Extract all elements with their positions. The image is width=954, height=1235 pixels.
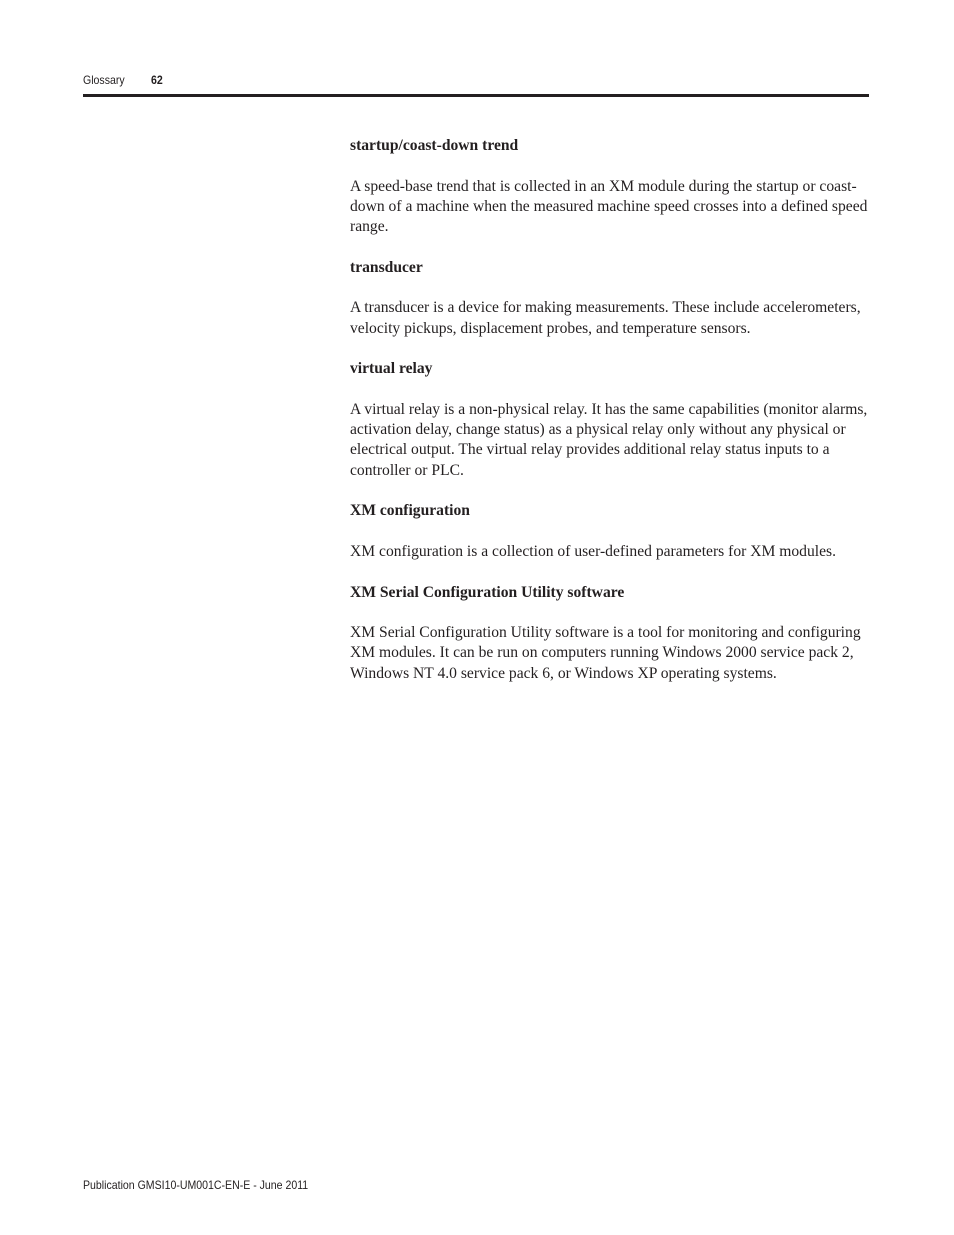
page-header: [83, 72, 869, 92]
glossary-definition: XM Serial Configuration Utility software is a tool for monitoring and configuring XM modules. It can be run on computers running Windows 2000 service pack 2, Windows NT 4.0 service pack 6, or Windows XP operating systems.: [350, 624, 861, 682]
glossary-definition: A speed-base trend that is collected in an XM module during the startup or coast-down of a machine when the measured machine speed crosses into a defined speed range.: [350, 177, 868, 236]
page-number: 62: [151, 73, 163, 87]
publication-footer: Publication GMSI10-UM001C-EN-E - June 2011: [83, 1178, 309, 1192]
glossary-entry-virtual-relay: [350, 359, 872, 481]
glossary-entry-startup-coast-down-trend: [350, 136, 872, 237]
glossary-definition: XM configuration is a collection of user-defined parameters for XM modules.: [350, 542, 836, 560]
glossary-term: transducer: [350, 258, 423, 276]
glossary-term: virtual relay: [350, 360, 433, 378]
glossary-term: startup/coast-down trend: [350, 137, 519, 154]
glossary-content: [350, 136, 872, 704]
glossary-term: XM Serial Configuration Utility software: [350, 583, 625, 601]
glossary-term: XM configuration: [350, 502, 470, 520]
glossary-definition: A virtual relay is a non-physical relay. It has the same capabilities (monitor alarms, activation delay, change status) as a physical relay only without any physical or electrical output. The virtual relay provides additional relay status inputs to a controller or PLC.: [350, 400, 868, 479]
glossary-definition: A transducer is a device for making measurements. These include accelerometers, velocity pickups, displacement probes, and temperature sensors.: [350, 299, 861, 337]
glossary-entry-transducer: [350, 258, 872, 339]
header-rule: [83, 94, 869, 97]
glossary-entry-xm-serial-configuration-utility: [350, 583, 872, 684]
section-title: Glossary: [83, 73, 125, 87]
glossary-entry-xm-configuration: [350, 501, 872, 562]
